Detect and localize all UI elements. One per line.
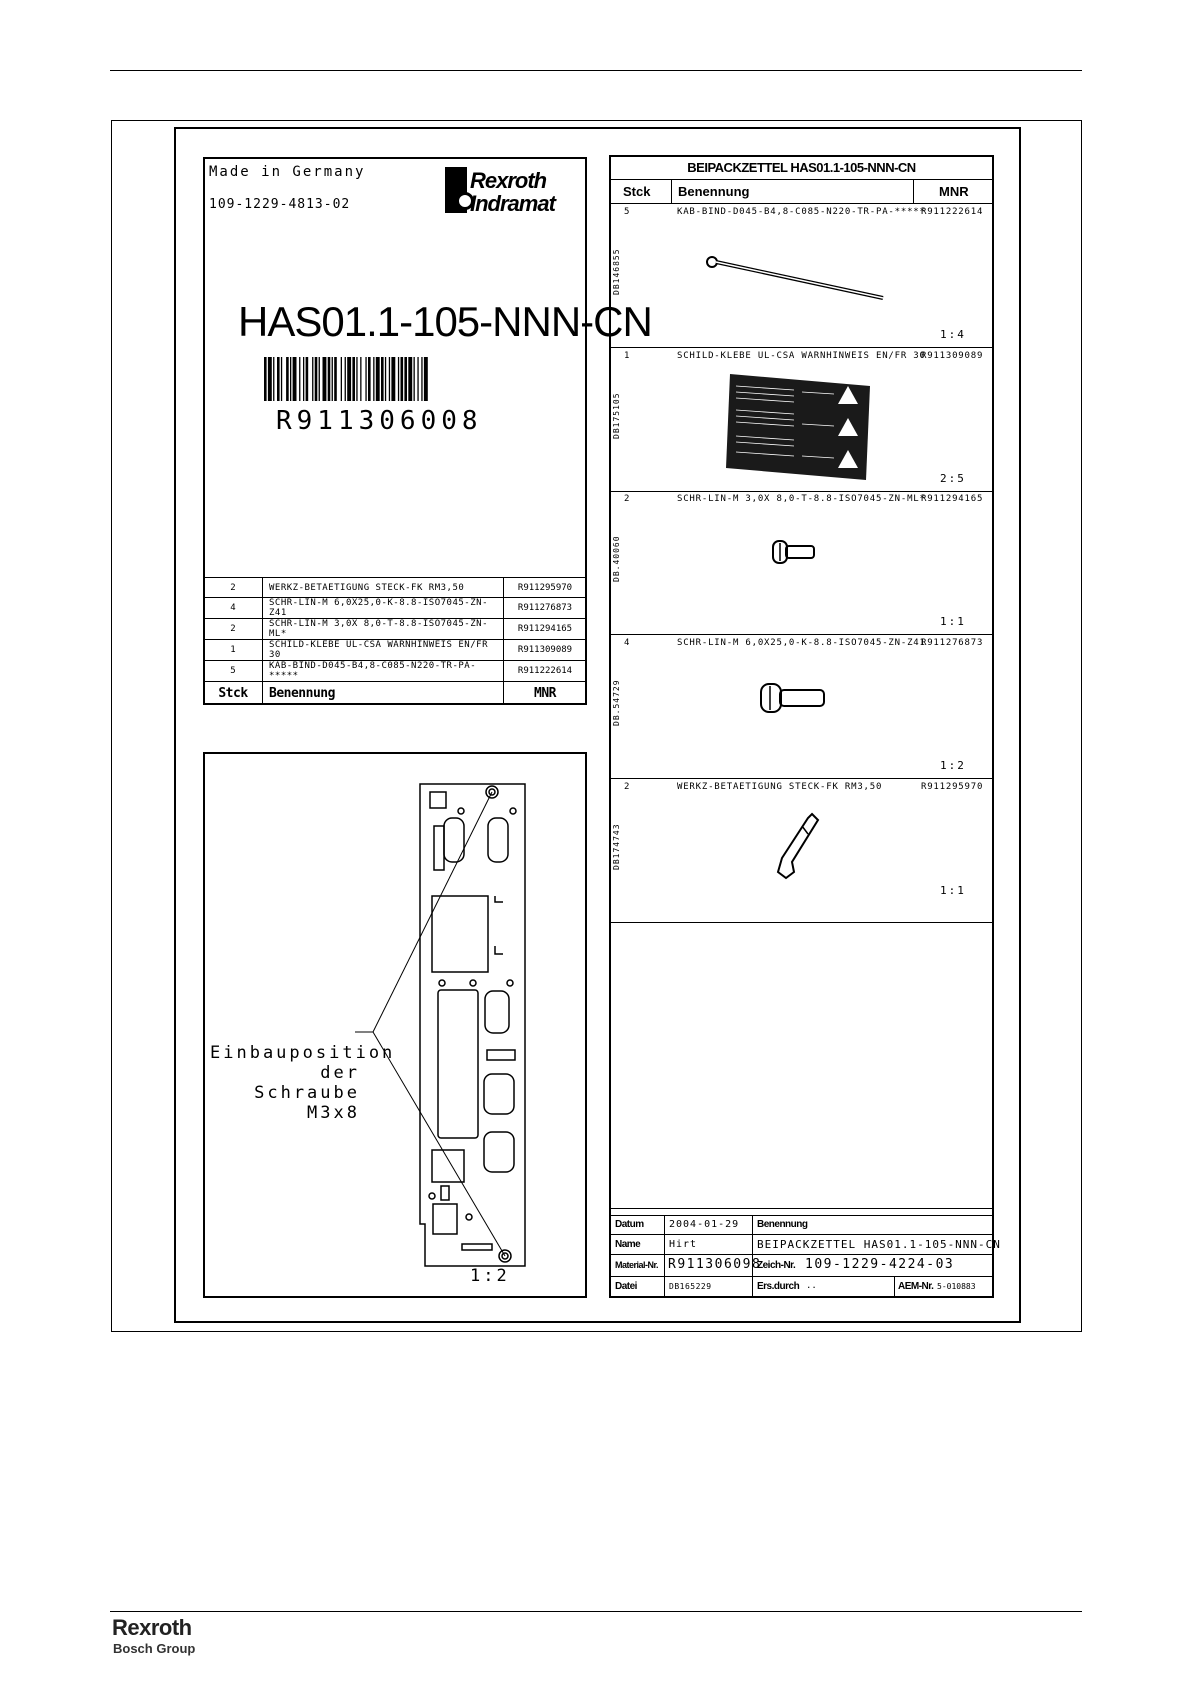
drawing-scale: 1:2 [470,1266,510,1286]
barcode-bar [389,357,390,401]
parts-cell-name: SCHR-LIN-M 6,0X25,0-K-8.8-ISO7045-ZN-Z41 [263,598,504,619]
callout-line-2: der Schraube [254,1063,360,1103]
barcode-bar [315,357,318,401]
titleblock-rule [611,1234,992,1235]
parts-header-qty: Stck [204,682,263,705]
barcode-bar [332,357,333,401]
barcode-bar [421,357,422,401]
barcode-bar [328,357,331,401]
screw-m3-icon [770,537,818,571]
item-mnr: R911309089 [921,351,984,361]
item-code: DB146855 [612,248,621,295]
parts-cell-mnr: R911294165 [504,619,587,640]
tb-name-label: Name [615,1239,641,1250]
barcode-bar [312,357,313,401]
beipack-title: BEIPACKZETTEL HAS01.1-105-NNN-CN [611,157,992,180]
parts-row [204,640,587,661]
footer-brand: Rexroth [112,1615,192,1640]
barcode-bar [293,357,297,401]
item-name: SCHILD-KLEBE UL-CSA WARNHINWEIS EN/FR 30 [677,351,926,361]
barcode-bar [273,357,274,401]
barcode-bar [345,357,346,401]
item-code: DB.54729 [612,679,621,726]
tb-benennung-label: Benennung [757,1219,808,1230]
item-scale: 1:1 [940,884,966,897]
titleblock-divider [752,1215,753,1296]
titleblock-divider [894,1276,895,1296]
item-mnr: R911222614 [921,207,984,217]
item-scale: 1:2 [940,759,966,772]
parts-header-name: Benennung [263,682,504,705]
titleblock-divider [664,1215,665,1296]
item-divider [611,778,992,779]
footer-rule [110,1611,1082,1612]
barcode-bar [290,357,291,401]
actuation-tool-icon [772,810,822,882]
item-mnr: R911276873 [921,638,984,648]
parts-cell-mnr: R911222614 [504,661,587,682]
barcode-bar [376,357,380,401]
titleblock-rule [611,1254,992,1255]
barcode-bar [404,357,407,401]
tb-material-label: Material-Nr. [615,1260,659,1270]
header-divider [671,180,672,203]
item-qty: 4 [624,638,631,648]
tb-name: Hirt [669,1239,698,1250]
header-divider [913,180,914,203]
tb-material: R911306098 [668,1257,762,1272]
parts-cell-qty: 5 [204,661,263,682]
parts-cell-qty: 2 [204,578,263,598]
logo-text-rexroth: Rexroth [470,168,547,193]
parts-cell-name: KAB-BIND-D045-B4,8-C085-N220-TR-PA-***** [263,661,504,682]
titleblock-rule [611,1208,992,1209]
parts-cell-qty: 2 [204,619,263,640]
parts-cell-name: SCHR-LIN-M 3,0X 8,0-T-8.8-ISO7045-ZN-ML* [263,619,504,640]
item-divider [611,634,992,635]
barcode-bar [398,357,399,401]
footer-group: Bosch Group [113,1641,196,1656]
parts-cell-mnr: R911309089 [504,640,587,661]
parts-cell-name: SCHILD-KLEBE UL-CSA WARNHINWEIS EN/FR 30 [263,640,504,661]
callout-line-3: M3x8 [307,1103,360,1123]
parts-cell-name: WERKZ-BETAETIGUNG STECK-FK RM3,50 [263,578,504,598]
barcode-bar [268,357,272,401]
item-name: SCHR-LIN-M 3,0X 8,0-T-8.8-ISO7045-ZN-ML* [677,494,926,504]
parts-header-row [204,682,587,705]
barcode-icon [264,357,520,401]
item-scale: 1:1 [940,615,966,628]
item-mnr: R911295970 [921,782,984,792]
warning-sticker-icon [724,372,872,482]
barcode-bar [277,357,280,401]
item-divider [611,347,992,348]
barcode-bar [414,357,415,401]
barcode-bar [385,357,386,401]
item-scale: 2:5 [940,472,966,485]
item-qty: 2 [624,494,631,504]
item-divider [611,922,992,923]
item-qty: 1 [624,351,631,361]
titleblock-rule [611,1215,992,1216]
item-name: WERKZ-BETAETIGUNG STECK-FK RM3,50 [677,782,883,792]
item-code: DB174743 [612,823,621,870]
barcode-bar [381,357,384,401]
parts-cell-mnr: R911295970 [504,578,587,598]
tb-aem-label: AEM-Nr. [898,1281,934,1292]
barcode-bar [323,357,327,401]
header-name: Benennung [678,184,750,199]
item-divider [611,491,992,492]
model-name: HAS01.1-105-NNN-CN [238,298,652,345]
header-qty: Stck [623,184,651,199]
barcode-bar [424,357,428,401]
tb-zeich-label: Zeich-Nr. [757,1260,796,1271]
drive-outline-drawing [205,754,585,1296]
parts-row [204,598,587,619]
parts-header-mnr: MNR [504,682,587,705]
beipack-header-row [611,180,992,204]
titleblock-rule [611,1276,992,1277]
barcode-bar [401,357,404,401]
tb-zeich: 109-1229-4224-03 [805,1257,955,1272]
barcode-bar [264,357,267,401]
barcode-bar [341,357,342,401]
item-name: SCHR-LIN-M 6,0X25,0-K-8.8-ISO7045-ZN-Z41 [677,638,926,648]
barcode-bar [303,357,304,401]
barcode-bar [408,357,412,401]
tb-datum: 2004-01-29 [669,1219,740,1230]
tb-datei: DB165229 [669,1282,712,1291]
item-code: DB175105 [612,392,621,439]
item-code: DB.40060 [612,535,621,582]
beipack-sheet [609,155,994,1298]
tb-aem: 5-010883 [937,1282,976,1291]
made-in-text: Made in Germany [209,164,366,180]
tb-datei-label: Datei [615,1281,637,1292]
barcode-bar [334,357,337,401]
material-number: R911306008 [276,406,483,436]
barcode-bar [391,357,395,401]
barcode-bar [417,357,418,401]
barcode-bar [360,357,361,401]
barcode-bar [352,357,355,401]
barcode-bar [281,357,282,401]
mounting-callout [210,1043,396,1123]
item-qty: 2 [624,782,631,792]
header-rule [110,70,1082,71]
barcode-bar [356,357,357,401]
barcode-bar [299,357,300,401]
tb-ersdurch-label: Ers.durch [757,1281,800,1292]
item-mnr: R911294165 [921,494,984,504]
barcode-bar [368,357,371,401]
parts-cell-qty: 4 [204,598,263,619]
header-mnr: MNR [939,184,969,199]
parts-table [203,577,587,705]
barcode-bar [373,357,374,401]
parts-cell-mnr: R911276873 [504,598,587,619]
tb-datum-label: Datum [615,1219,644,1230]
tb-ersdurch: .. [806,1281,817,1291]
parts-row [204,578,587,598]
parts-cell-qty: 1 [204,640,263,661]
parts-row [204,661,587,682]
item-scale: 1:4 [940,328,966,341]
cable-tie-icon [700,252,890,304]
barcode-bar [319,357,320,401]
barcode-bar [286,357,289,401]
item-name: KAB-BIND-D045-B4,8-C085-N220-TR-PA-***** [677,207,926,217]
barcode-bar [347,357,351,401]
tb-benennung: BEIPACKZETTEL HAS01.1-105-NNN-CN [757,1238,1001,1251]
callout-line-1: Einbauposition [210,1043,396,1063]
barcode-bar [306,357,309,401]
logo-text-indramat: Indramat [470,191,555,216]
parts-row [204,619,587,640]
item-qty: 5 [624,207,631,217]
barcode-bar [365,357,366,401]
screw-m6-icon [758,679,828,721]
label-doc-number: 109-1229-4813-02 [209,197,351,212]
